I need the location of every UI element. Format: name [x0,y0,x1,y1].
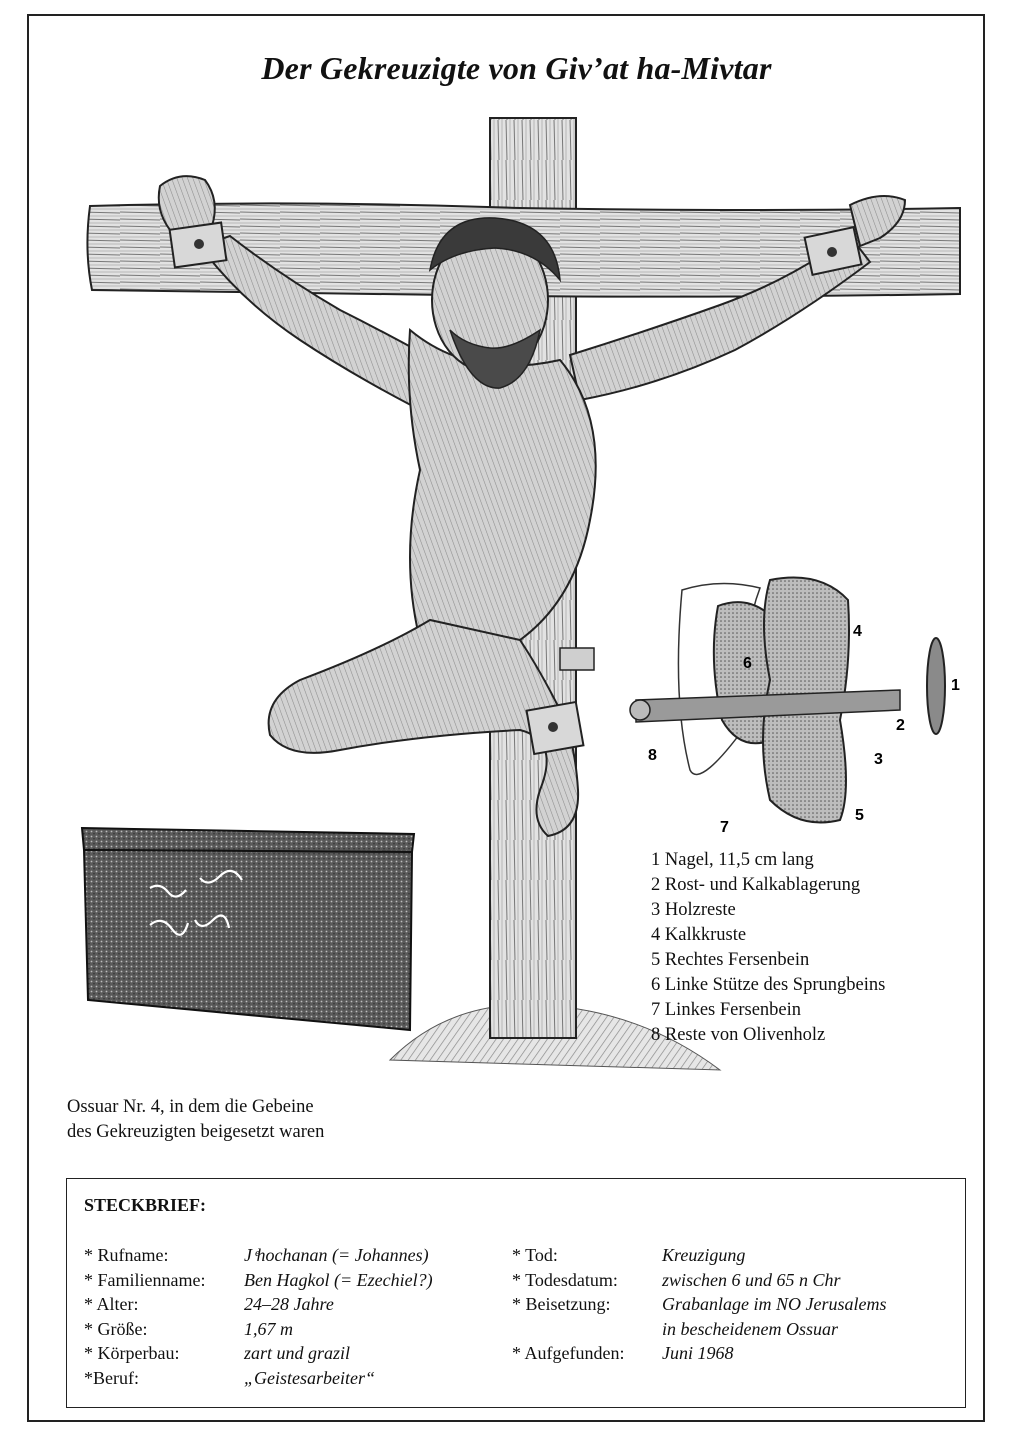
steckbrief-row [512,1341,886,1366]
steckbrief-row [84,1366,433,1391]
legend-item: 1 Nagel, 11,5 cm lang [651,850,814,870]
row-value: Grabanlage im NO Jerusalems [662,1294,887,1315]
row-value: Juni 1968 [662,1343,734,1364]
figure-number-6: 6 [743,655,752,672]
row-label: * Todesdatum: [512,1269,618,1290]
legend-item: 2 Rost- und Kalkablagerung [651,875,861,895]
steckbrief-heading: STECKBRIEF: [84,1195,207,1215]
seat-peg [560,648,594,670]
ossuary-body [84,850,412,1030]
steckbrief-row [512,1268,886,1293]
steckbrief-row [84,1341,433,1366]
row-label: * Alter: [84,1294,139,1315]
figure-number-7: 7 [720,819,729,836]
figure-number-8: 8 [648,747,657,764]
legend-item: 7 Linkes Fersenbein [651,1000,802,1020]
row-value: J ͤhochanan (= Johannes) [244,1245,429,1265]
legend-item: 4 Kalkkruste [651,925,747,945]
row-label: * Familienname: [84,1269,206,1290]
figure-number-4: 4 [853,623,862,640]
row-value: in bescheidenem Ossuar [662,1318,838,1339]
steckbrief-right-column [512,1243,886,1366]
steckbrief-row [84,1317,433,1342]
row-value: zart und grazil [244,1343,351,1364]
figure-number-2: 2 [896,717,905,734]
steckbrief-row [512,1292,886,1317]
figure-number-1: 1 [951,677,960,694]
steckbrief-row [512,1243,886,1268]
figure-number-3: 3 [874,751,883,768]
caption-line: des Gekreuzigten beigesetzt waren [67,1122,325,1142]
steckbrief-left-column [84,1243,433,1391]
ossuary-lid [82,828,414,852]
steckbrief-row [84,1243,433,1268]
row-value: zwischen 6 und 65 n Chr [662,1269,841,1290]
steckbrief-row [512,1317,886,1342]
legend-item: 8 Reste von Olivenholz [651,1025,826,1045]
row-label: * Größe: [84,1318,148,1339]
figure-number-5: 5 [855,807,864,824]
steckbrief-row [84,1292,433,1317]
legend-item: 6 Linke Stütze des Sprungbeins [651,975,886,995]
row-value: Kreuzigung [662,1245,746,1265]
page-title: Der Gekreuzigte von Giv’at ha-Mivtar [261,50,772,86]
left-hand [159,176,215,230]
row-label: * Aufgefunden: [512,1343,625,1364]
row-label: * Rufname: [84,1245,169,1265]
figure-legend [651,848,885,1048]
row-label: *Beruf: [84,1367,139,1388]
row-label: * Körperbau: [84,1343,180,1364]
legend-item: 3 Holzreste [651,900,736,920]
ossuary-caption [67,1095,324,1145]
row-label: * Beisetzung: [512,1294,611,1315]
caption-line: Ossuar Nr. 4, in dem die Gebeine [67,1097,314,1117]
olive-wood-remains [630,700,650,720]
row-value: 24–28 Jahre [244,1294,334,1315]
row-value: Ben Hagkol (= Ezechiel?) [244,1269,433,1290]
row-label: * Tod: [512,1245,558,1265]
nail-head [927,638,945,734]
row-value: „Geistesarbeiter“ [244,1367,376,1388]
row-value: 1,67 m [244,1318,293,1339]
legend-item: 5 Rechtes Fersenbein [651,950,810,970]
steckbrief-row [84,1268,433,1293]
